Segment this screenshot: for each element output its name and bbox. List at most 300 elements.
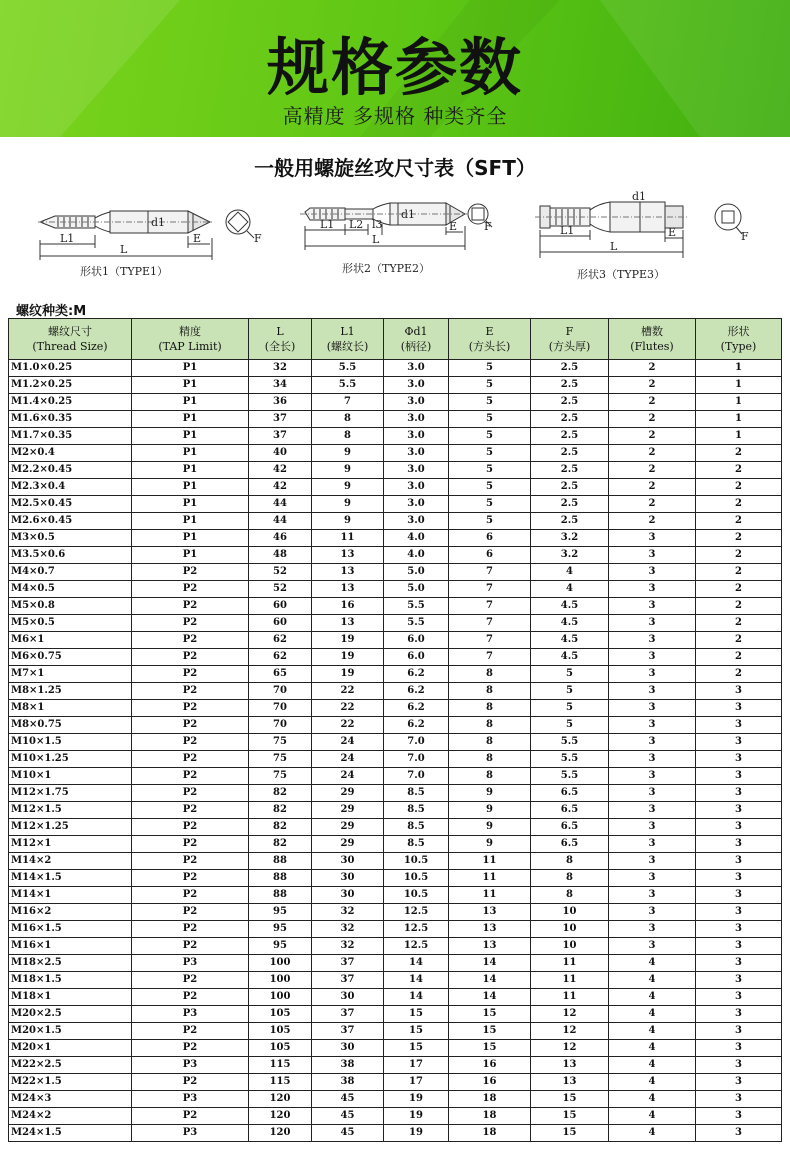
cell-thread-size: M6×0.75 <box>9 649 132 666</box>
cell-thread-size: M1.7×0.35 <box>9 428 132 445</box>
cell-type: 2 <box>696 666 782 683</box>
cell-type: 3 <box>696 938 782 955</box>
cell-square-thickness: 5 <box>531 700 609 717</box>
cell-tap-limit: P2 <box>132 632 249 649</box>
cell-thread-size: M2.2×0.45 <box>9 462 132 479</box>
type1-d1-label: d1 <box>151 216 166 229</box>
cell-tap-limit: P2 <box>132 700 249 717</box>
cell-thread-length: 22 <box>312 717 384 734</box>
cell-square-thickness: 4.5 <box>531 632 609 649</box>
cell-square-length: 5 <box>449 428 531 445</box>
table-row <box>9 1057 782 1074</box>
cell-overall-length: 88 <box>249 887 312 904</box>
table-row <box>9 734 782 751</box>
cell-type: 2 <box>696 513 782 530</box>
cell-overall-length: 37 <box>249 411 312 428</box>
cell-shank-diameter: 17 <box>384 1057 449 1074</box>
cell-thread-size: M12×1.75 <box>9 785 132 802</box>
cell-square-length: 7 <box>449 564 531 581</box>
cell-thread-size: M2×0.4 <box>9 445 132 462</box>
cell-thread-length: 30 <box>312 853 384 870</box>
cell-thread-length: 29 <box>312 785 384 802</box>
cell-flutes: 3 <box>609 734 696 751</box>
cell-square-length: 5 <box>449 360 531 377</box>
cell-flutes: 2 <box>609 428 696 445</box>
cell-shank-diameter: 8.5 <box>384 836 449 853</box>
cell-overall-length: 62 <box>249 649 312 666</box>
cell-thread-length: 45 <box>312 1108 384 1125</box>
cell-square-length: 6 <box>449 547 531 564</box>
cell-flutes: 3 <box>609 751 696 768</box>
cell-overall-length: 95 <box>249 938 312 955</box>
cell-overall-length: 82 <box>249 836 312 853</box>
cell-overall-length: 62 <box>249 632 312 649</box>
cell-type: 2 <box>696 496 782 513</box>
table-row <box>9 564 782 581</box>
cell-overall-length: 120 <box>249 1108 312 1125</box>
table-row <box>9 785 782 802</box>
cell-square-thickness: 2.5 <box>531 394 609 411</box>
cell-type: 3 <box>696 785 782 802</box>
cell-thread-length: 38 <box>312 1057 384 1074</box>
table-row <box>9 1125 782 1142</box>
cell-tap-limit: P2 <box>132 785 249 802</box>
cell-square-thickness: 15 <box>531 1091 609 1108</box>
cell-type: 3 <box>696 1006 782 1023</box>
cell-shank-diameter: 3.0 <box>384 360 449 377</box>
cell-flutes: 4 <box>609 1040 696 1057</box>
type2-l-label: L <box>372 233 380 246</box>
cell-overall-length: 70 <box>249 700 312 717</box>
cell-tap-limit: P2 <box>132 870 249 887</box>
table-row <box>9 1074 782 1091</box>
cell-shank-diameter: 5.0 <box>384 564 449 581</box>
table-row <box>9 802 782 819</box>
cell-square-length: 9 <box>449 785 531 802</box>
cell-thread-length: 9 <box>312 445 384 462</box>
cell-thread-length: 24 <box>312 734 384 751</box>
cell-flutes: 4 <box>609 1091 696 1108</box>
cell-square-thickness: 10 <box>531 904 609 921</box>
cell-type: 2 <box>696 445 782 462</box>
cell-tap-limit: P1 <box>132 513 249 530</box>
cell-overall-length: 52 <box>249 564 312 581</box>
table-row <box>9 598 782 615</box>
cell-square-thickness: 11 <box>531 955 609 972</box>
table-row <box>9 683 782 700</box>
cell-flutes: 4 <box>609 1108 696 1125</box>
type2-e-label: E <box>449 220 458 233</box>
cell-square-length: 5 <box>449 394 531 411</box>
cell-thread-size: M14×1.5 <box>9 870 132 887</box>
cell-thread-length: 38 <box>312 1074 384 1091</box>
cell-square-length: 11 <box>449 853 531 870</box>
table-row <box>9 428 782 445</box>
tap-type3-drawing <box>535 190 749 258</box>
cell-square-thickness: 5 <box>531 683 609 700</box>
table-row <box>9 360 782 377</box>
cell-type: 2 <box>696 479 782 496</box>
cell-shank-diameter: 15 <box>384 1023 449 1040</box>
cell-type: 3 <box>696 989 782 1006</box>
cell-thread-length: 37 <box>312 1006 384 1023</box>
cell-type: 3 <box>696 1091 782 1108</box>
cell-square-length: 5 <box>449 513 531 530</box>
type3-e-label: E <box>668 226 677 239</box>
cell-tap-limit: P1 <box>132 462 249 479</box>
cell-tap-limit: P2 <box>132 1074 249 1091</box>
cell-square-thickness: 3.2 <box>531 547 609 564</box>
cell-type: 3 <box>696 1074 782 1091</box>
cell-shank-diameter: 5.5 <box>384 598 449 615</box>
table-row <box>9 581 782 598</box>
cell-overall-length: 42 <box>249 462 312 479</box>
cell-thread-size: M2.6×0.45 <box>9 513 132 530</box>
cell-flutes: 4 <box>609 1074 696 1091</box>
cell-overall-length: 32 <box>249 360 312 377</box>
cell-square-thickness: 6.5 <box>531 819 609 836</box>
cell-shank-diameter: 14 <box>384 955 449 972</box>
cell-thread-size: M8×1 <box>9 700 132 717</box>
cell-overall-length: 82 <box>249 819 312 836</box>
cell-shank-diameter: 10.5 <box>384 887 449 904</box>
cell-overall-length: 46 <box>249 530 312 547</box>
cell-overall-length: 120 <box>249 1091 312 1108</box>
cell-overall-length: 42 <box>249 479 312 496</box>
cell-shank-diameter: 4.0 <box>384 547 449 564</box>
cell-thread-length: 11 <box>312 530 384 547</box>
type3-l-label: L <box>610 240 618 253</box>
cell-thread-length: 13 <box>312 615 384 632</box>
cell-thread-size: M20×1.5 <box>9 1023 132 1040</box>
cell-flutes: 4 <box>609 972 696 989</box>
cell-overall-length: 44 <box>249 513 312 530</box>
cell-thread-length: 30 <box>312 870 384 887</box>
tap-type2-drawing <box>300 203 492 250</box>
cell-type: 3 <box>696 887 782 904</box>
cell-flutes: 2 <box>609 479 696 496</box>
col-type: 形状 (Type) <box>696 319 782 360</box>
banner-subtitle: 高精度 多规格 种类齐全 <box>282 104 508 128</box>
type2-d1-label: d1 <box>401 208 416 221</box>
table-row <box>9 479 782 496</box>
cell-square-thickness: 2.5 <box>531 513 609 530</box>
cell-shank-diameter: 3.0 <box>384 411 449 428</box>
cell-thread-size: M8×1.25 <box>9 683 132 700</box>
cell-flutes: 3 <box>609 819 696 836</box>
cell-square-length: 5 <box>449 377 531 394</box>
cell-flutes: 3 <box>609 530 696 547</box>
table-row <box>9 496 782 513</box>
cell-type: 3 <box>696 717 782 734</box>
cell-type: 3 <box>696 1125 782 1142</box>
cell-overall-length: 82 <box>249 802 312 819</box>
cell-thread-length: 29 <box>312 802 384 819</box>
cell-tap-limit: P2 <box>132 972 249 989</box>
cell-tap-limit: P2 <box>132 683 249 700</box>
thread-kind-label: 螺纹种类:M <box>16 304 87 319</box>
cell-type: 3 <box>696 955 782 972</box>
cell-shank-diameter: 3.0 <box>384 479 449 496</box>
cell-overall-length: 100 <box>249 972 312 989</box>
cell-thread-size: M14×2 <box>9 853 132 870</box>
cell-square-thickness: 2.5 <box>531 479 609 496</box>
cell-overall-length: 65 <box>249 666 312 683</box>
cell-square-length: 8 <box>449 734 531 751</box>
cell-flutes: 3 <box>609 564 696 581</box>
cell-thread-length: 45 <box>312 1091 384 1108</box>
cell-type: 1 <box>696 377 782 394</box>
cell-thread-length: 37 <box>312 1023 384 1040</box>
cell-thread-size: M24×1.5 <box>9 1125 132 1142</box>
cell-thread-size: M12×1.5 <box>9 802 132 819</box>
cell-square-thickness: 12 <box>531 1040 609 1057</box>
table-row <box>9 1108 782 1125</box>
cell-flutes: 3 <box>609 632 696 649</box>
cell-overall-length: 44 <box>249 496 312 513</box>
cell-square-thickness: 13 <box>531 1074 609 1091</box>
table-row <box>9 972 782 989</box>
cell-tap-limit: P2 <box>132 819 249 836</box>
cell-shank-diameter: 3.0 <box>384 445 449 462</box>
cell-shank-diameter: 5.5 <box>384 615 449 632</box>
col-overall-length: L (全长) <box>249 319 312 360</box>
type1-caption: 形状1（TYPE1） <box>80 265 169 278</box>
cell-thread-size: M2.5×0.45 <box>9 496 132 513</box>
cell-type: 2 <box>696 462 782 479</box>
cell-overall-length: 115 <box>249 1057 312 1074</box>
cell-square-length: 15 <box>449 1006 531 1023</box>
cell-square-length: 18 <box>449 1125 531 1142</box>
table-row <box>9 938 782 955</box>
cell-overall-length: 105 <box>249 1006 312 1023</box>
cell-square-thickness: 6.5 <box>531 802 609 819</box>
cell-flutes: 4 <box>609 955 696 972</box>
cell-shank-diameter: 3.0 <box>384 513 449 530</box>
cell-shank-diameter: 3.0 <box>384 428 449 445</box>
cell-overall-length: 115 <box>249 1074 312 1091</box>
cell-type: 3 <box>696 1108 782 1125</box>
cell-square-length: 11 <box>449 870 531 887</box>
cell-tap-limit: P2 <box>132 836 249 853</box>
cell-thread-length: 24 <box>312 768 384 785</box>
cell-thread-length: 19 <box>312 649 384 666</box>
cell-thread-size: M24×2 <box>9 1108 132 1125</box>
cell-overall-length: 70 <box>249 683 312 700</box>
cell-square-thickness: 2.5 <box>531 377 609 394</box>
cell-thread-length: 32 <box>312 938 384 955</box>
cell-flutes: 2 <box>609 445 696 462</box>
cell-thread-size: M12×1.25 <box>9 819 132 836</box>
cell-thread-length: 9 <box>312 513 384 530</box>
cell-overall-length: 75 <box>249 768 312 785</box>
cell-thread-length: 13 <box>312 547 384 564</box>
cell-square-thickness: 5 <box>531 666 609 683</box>
cell-shank-diameter: 10.5 <box>384 870 449 887</box>
cell-tap-limit: P3 <box>132 1125 249 1142</box>
table-row <box>9 870 782 887</box>
cell-shank-diameter: 12.5 <box>384 921 449 938</box>
cell-type: 2 <box>696 564 782 581</box>
cell-square-length: 18 <box>449 1108 531 1125</box>
cell-type: 3 <box>696 751 782 768</box>
cell-square-length: 8 <box>449 666 531 683</box>
type1-f-label: F <box>254 232 262 245</box>
cell-shank-diameter: 8.5 <box>384 785 449 802</box>
cell-thread-size: M14×1 <box>9 887 132 904</box>
cell-type: 3 <box>696 734 782 751</box>
cell-square-length: 9 <box>449 836 531 853</box>
table-row <box>9 394 782 411</box>
cell-thread-size: M6×1 <box>9 632 132 649</box>
col-thread-size: 螺纹尺寸 (Thread Size) <box>9 319 132 360</box>
cell-thread-size: M22×2.5 <box>9 1057 132 1074</box>
cell-thread-size: M16×2 <box>9 904 132 921</box>
cell-tap-limit: P2 <box>132 1108 249 1125</box>
cell-shank-diameter: 10.5 <box>384 853 449 870</box>
cell-overall-length: 52 <box>249 581 312 598</box>
cell-flutes: 3 <box>609 904 696 921</box>
cell-tap-limit: P1 <box>132 360 249 377</box>
cell-square-length: 14 <box>449 955 531 972</box>
cell-square-length: 9 <box>449 819 531 836</box>
cell-tap-limit: P3 <box>132 1006 249 1023</box>
cell-type: 3 <box>696 700 782 717</box>
cell-type: 2 <box>696 649 782 666</box>
cell-square-length: 15 <box>449 1023 531 1040</box>
cell-thread-length: 9 <box>312 462 384 479</box>
cell-thread-size: M1.6×0.35 <box>9 411 132 428</box>
cell-square-length: 8 <box>449 751 531 768</box>
tap-spec-table <box>8 318 782 1142</box>
cell-square-length: 18 <box>449 1091 531 1108</box>
table-row <box>9 1006 782 1023</box>
col-square-length: E (方头长) <box>449 319 531 360</box>
cell-type: 3 <box>696 802 782 819</box>
cell-type: 3 <box>696 1057 782 1074</box>
col-thread-length: L1 (螺纹长) <box>312 319 384 360</box>
cell-square-length: 13 <box>449 921 531 938</box>
cell-thread-length: 9 <box>312 496 384 513</box>
table-row <box>9 445 782 462</box>
cell-tap-limit: P2 <box>132 734 249 751</box>
type3-caption: 形状3（TYPE3） <box>577 268 666 281</box>
cell-flutes: 2 <box>609 377 696 394</box>
cell-thread-size: M3×0.5 <box>9 530 132 547</box>
cell-type: 3 <box>696 1023 782 1040</box>
type2-l2-label: L2 <box>349 218 364 231</box>
cell-thread-size: M18×1.5 <box>9 972 132 989</box>
tap-shape-diagrams <box>0 190 790 290</box>
cell-tap-limit: P2 <box>132 904 249 921</box>
cell-shank-diameter: 6.2 <box>384 700 449 717</box>
cell-square-thickness: 2.5 <box>531 496 609 513</box>
cell-tap-limit: P3 <box>132 1057 249 1074</box>
table-row <box>9 1040 782 1057</box>
cell-flutes: 4 <box>609 1006 696 1023</box>
table-row <box>9 717 782 734</box>
cell-flutes: 3 <box>609 581 696 598</box>
cell-square-length: 13 <box>449 904 531 921</box>
cell-tap-limit: P2 <box>132 1023 249 1040</box>
cell-square-thickness: 11 <box>531 972 609 989</box>
cell-overall-length: 60 <box>249 598 312 615</box>
cell-shank-diameter: 19 <box>384 1091 449 1108</box>
cell-square-thickness: 13 <box>531 1057 609 1074</box>
cell-type: 3 <box>696 972 782 989</box>
cell-tap-limit: P2 <box>132 887 249 904</box>
cell-square-length: 5 <box>449 496 531 513</box>
cell-thread-size: M20×1 <box>9 1040 132 1057</box>
cell-thread-length: 30 <box>312 1040 384 1057</box>
cell-flutes: 4 <box>609 1023 696 1040</box>
cell-type: 2 <box>696 615 782 632</box>
cell-shank-diameter: 4.0 <box>384 530 449 547</box>
cell-square-length: 7 <box>449 632 531 649</box>
cell-square-length: 8 <box>449 683 531 700</box>
cell-thread-size: M18×2.5 <box>9 955 132 972</box>
cell-thread-length: 45 <box>312 1125 384 1142</box>
cell-square-thickness: 11 <box>531 989 609 1006</box>
cell-tap-limit: P3 <box>132 955 249 972</box>
cell-thread-length: 37 <box>312 972 384 989</box>
table-row <box>9 1091 782 1108</box>
table-row <box>9 411 782 428</box>
cell-square-thickness: 2.5 <box>531 462 609 479</box>
table-row <box>9 649 782 666</box>
cell-thread-size: M1.2×0.25 <box>9 377 132 394</box>
cell-type: 3 <box>696 1040 782 1057</box>
cell-tap-limit: P2 <box>132 921 249 938</box>
col-square-thickness: F (方头厚) <box>531 319 609 360</box>
cell-square-length: 5 <box>449 479 531 496</box>
cell-type: 2 <box>696 547 782 564</box>
cell-shank-diameter: 3.0 <box>384 377 449 394</box>
cell-overall-length: 100 <box>249 989 312 1006</box>
cell-thread-length: 37 <box>312 955 384 972</box>
cell-type: 2 <box>696 632 782 649</box>
cell-type: 1 <box>696 360 782 377</box>
cell-shank-diameter: 14 <box>384 989 449 1006</box>
cell-shank-diameter: 6.2 <box>384 666 449 683</box>
table-row <box>9 666 782 683</box>
cell-square-length: 8 <box>449 700 531 717</box>
cell-square-length: 7 <box>449 598 531 615</box>
cell-flutes: 2 <box>609 394 696 411</box>
cell-thread-size: M12×1 <box>9 836 132 853</box>
cell-overall-length: 120 <box>249 1125 312 1142</box>
cell-tap-limit: P2 <box>132 666 249 683</box>
cell-thread-size: M8×0.75 <box>9 717 132 734</box>
cell-flutes: 3 <box>609 785 696 802</box>
cell-thread-size: M4×0.5 <box>9 581 132 598</box>
cell-overall-length: 105 <box>249 1023 312 1040</box>
type1-l1-label: L1 <box>60 232 75 245</box>
cell-tap-limit: P1 <box>132 394 249 411</box>
cell-square-length: 16 <box>449 1074 531 1091</box>
cell-square-thickness: 4.5 <box>531 649 609 666</box>
cell-overall-length: 75 <box>249 734 312 751</box>
cell-type: 2 <box>696 581 782 598</box>
cell-tap-limit: P2 <box>132 649 249 666</box>
cell-flutes: 4 <box>609 1057 696 1074</box>
cell-thread-length: 22 <box>312 683 384 700</box>
cell-square-thickness: 6.5 <box>531 785 609 802</box>
cell-thread-size: M18×1 <box>9 989 132 1006</box>
cell-square-length: 14 <box>449 989 531 1006</box>
cell-flutes: 3 <box>609 836 696 853</box>
cell-overall-length: 48 <box>249 547 312 564</box>
